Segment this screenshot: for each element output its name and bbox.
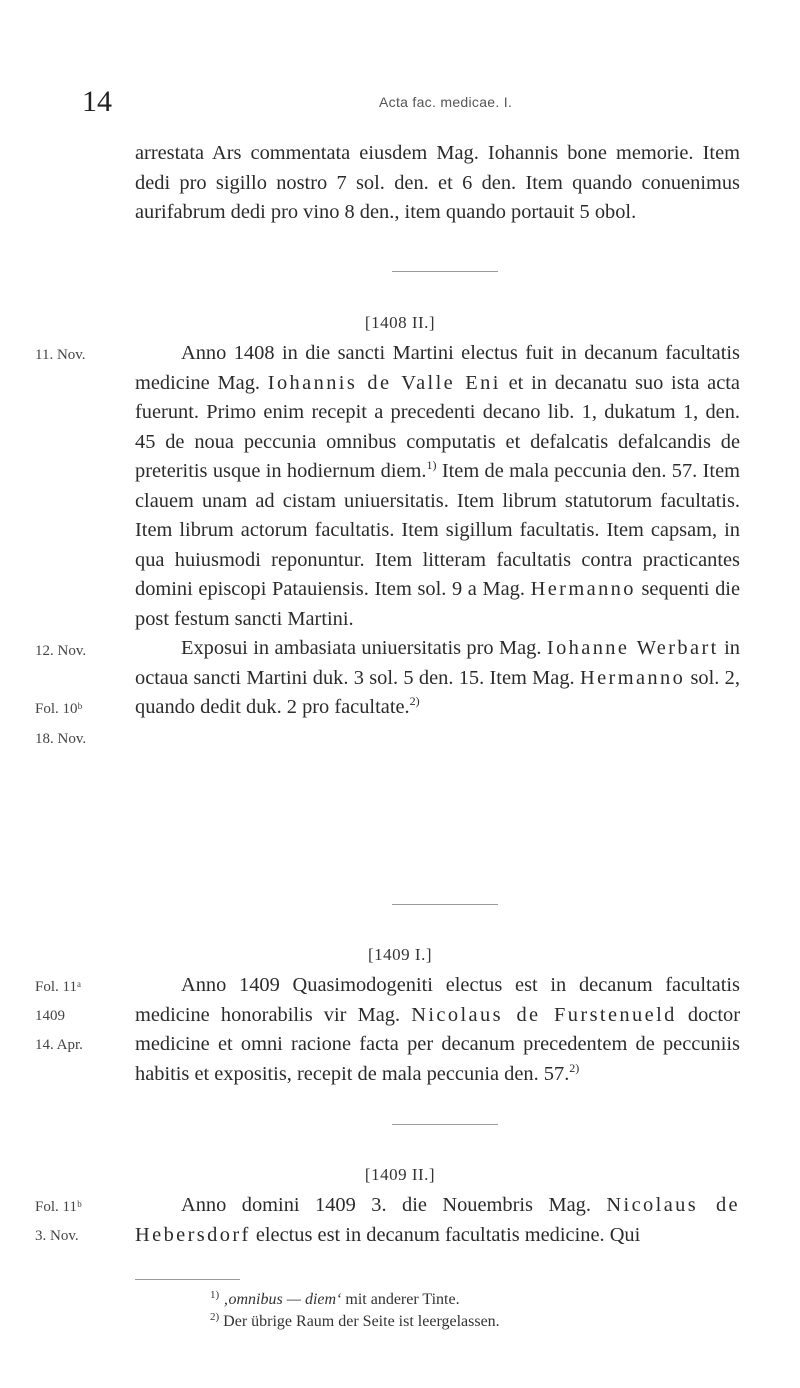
person-name: Hermanno [530, 578, 636, 600]
paragraph-1409-november [135, 1191, 740, 1250]
footnote-mark: 1) [210, 1289, 220, 1301]
text-run: electus est in decanum facultatis medicine. Qui [255, 1223, 641, 1246]
footnote-mark: 2) [210, 1311, 220, 1323]
footnote-text: mit anderer Tinte. [345, 1291, 460, 1308]
text-run: doctor medicine et omni racione facta per decanum precedentem de peccuniis habitis et expositis, recepit de mala peccunia den. 57. [135, 1003, 740, 1085]
paragraph-1409-easter [135, 971, 740, 1089]
opening-paragraph [135, 139, 740, 228]
section-heading-1408-ii: [1408 II.] [364, 313, 436, 332]
person-name: Iohannis de Valle Eni [267, 371, 501, 394]
paragraph-1408-election [135, 339, 740, 634]
margin-date-3-nov: 3. Nov. [35, 1228, 79, 1244]
text-run: et in decanatu suo ista acta fuerunt. Primo enim recepit a precedenti decano lib. 1, dukatum 1, den. 45 de noua peccunia omnibus computatis et defalcatis defalcandis de preteritis usque in hodiernum diem. [135, 371, 740, 482]
text-run: Anno 1408 in die sancti Martini electus fuit in decanum facultatis medicine Mag. [135, 342, 740, 394]
section-heading-1409-i: [1409 I.] [368, 945, 432, 964]
margin-folio-10b: Fol. 10ᵇ [35, 701, 83, 717]
separator-rule [392, 904, 498, 905]
footnote-1 [210, 1289, 770, 1311]
text-run: sol. 2, quando dedit duk. 2 pro facultate. [135, 666, 740, 718]
text-run: Anno domini 1409 3. die Nouembris Mag. [181, 1194, 591, 1216]
person-name: Nicolaus de Hebersdorf [135, 1194, 740, 1246]
paragraph-1408-expenses [135, 634, 740, 723]
footnote-quote: ‚omnibus — diem‘ [223, 1291, 342, 1308]
text-run: Item de mala peccunia den. 57. Item clauem unam ad cistam uniuersitatis. Item librum statutorum facultatis. Item librum actorum facultatis. Item sigillum facultatis. Item capsam, in qua huiusmodi reponuntur. Item litteram facultatis contra practicantes domini episcopi Patauiensis. Item sol. 9 a Mag. [135, 460, 740, 600]
footnotes [210, 1289, 770, 1333]
margin-folio-11a: Fol. 11ᵃ [35, 979, 82, 995]
footnote-ref: 2) [409, 694, 420, 708]
section-1409-i-body [135, 971, 740, 1089]
text-run: in octaua sancti Martini duk. 3 sol. 5 den. 15. Item Mag. [135, 637, 740, 689]
person-name: Iohanne Werbart [546, 637, 719, 659]
separator-rule [392, 271, 498, 272]
running-title: Acta fac. medicae. I. [379, 94, 513, 110]
page-number: 14 [82, 85, 112, 118]
margin-folio-11b: Fol. 11ᵇ [35, 1199, 82, 1215]
margin-date-18-nov: 18. Nov. [35, 731, 87, 747]
margin-date-11-nov: 11. Nov. [35, 347, 86, 363]
person-name: Hermanno [579, 666, 686, 689]
footnote-ref: 1) [426, 458, 437, 472]
section-heading-1409-ii: [1409 II.] [364, 1165, 436, 1184]
footnote-text: Der übrige Raum der Seite ist leergelassen. [223, 1313, 500, 1330]
section-1408-ii-body [135, 339, 740, 723]
footnote-2 [210, 1311, 770, 1333]
text-run: Anno 1409 Quasimodogeniti electus est in decanum facultatis medicine honorabilis vir Mag. [135, 974, 740, 1026]
text-run: sequenti die post festum sancti Martini. [135, 578, 740, 630]
text-run: Exposui in ambasiata uniuersitatis pro Mag. [181, 637, 542, 659]
opening-text: arrestata Ars commentata eiusdem Mag. Iohannis bone memorie. Item dedi pro sigillo nostro 7 sol. den. et 6 den. Item quando conuenimus aurifabrum dedi pro vino 8 den., item quando portauit 5 obol. [135, 142, 740, 223]
margin-date-14-apr: 14. Apr. [35, 1037, 83, 1053]
margin-date-12-nov: 12. Nov. [35, 643, 87, 659]
separator-rule [392, 1124, 498, 1125]
footnote-rule [135, 1279, 240, 1280]
section-1409-ii-body [135, 1191, 740, 1250]
running-head [0, 86, 800, 126]
margin-year-1409: 1409 [35, 1008, 65, 1024]
footnote-ref: 2) [569, 1060, 580, 1075]
person-name: Nicolaus de Furstenueld [411, 1003, 677, 1026]
